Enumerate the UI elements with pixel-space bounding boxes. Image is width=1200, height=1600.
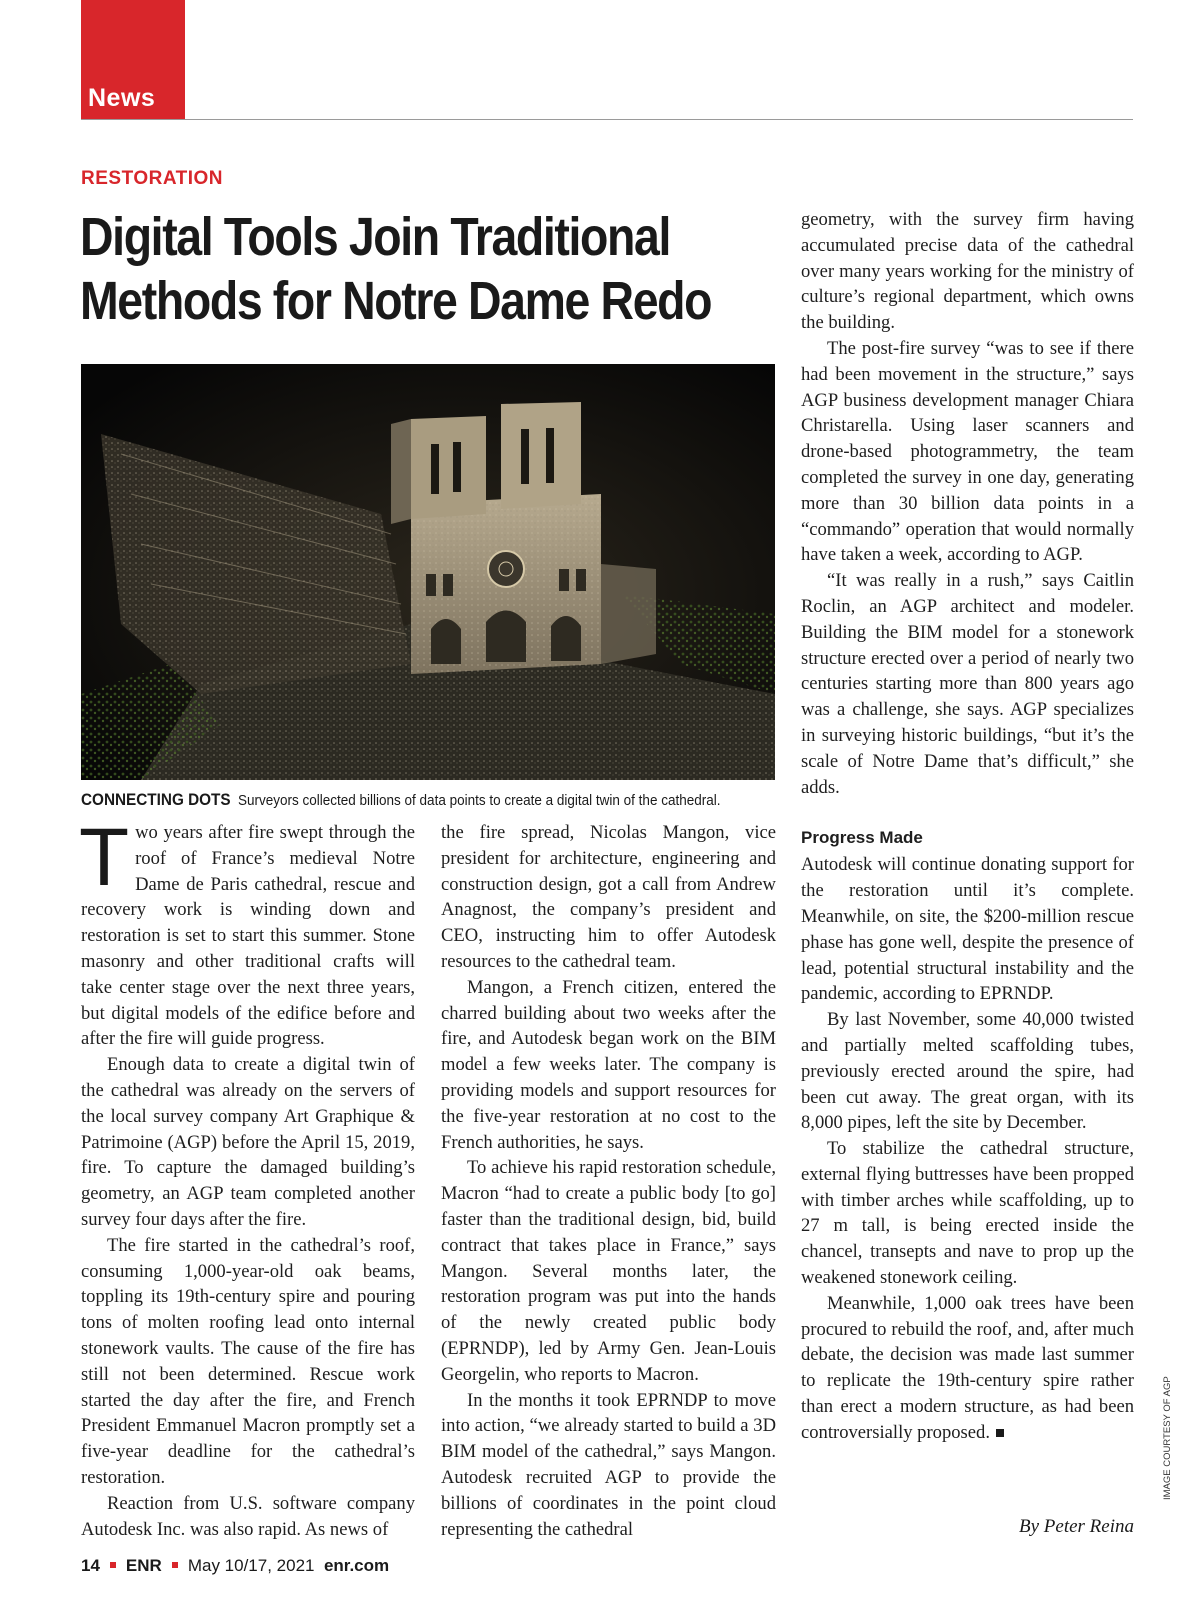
- paragraph: Reaction from U.S. software company Autodesk Inc. was also rapid. As news of: [81, 1492, 415, 1540]
- headline-line-2: Methods for Notre Dame Redo: [80, 271, 712, 331]
- bullet-square-icon: [172, 1562, 178, 1568]
- section-tab-label: News: [88, 84, 156, 112]
- caption-lead: CONNECTING DOTS: [81, 790, 231, 809]
- article-column-2: [441, 820, 776, 1542]
- kicker: RESTORATION: [81, 168, 224, 189]
- headline-line-1: Digital Tools Join Traditional: [80, 207, 671, 267]
- caption-text: Surveyors collected billions of data points to create a digital twin of the cathedral.: [237, 792, 721, 809]
- end-mark-icon: [996, 1429, 1004, 1437]
- header-divider: [81, 119, 1133, 120]
- section-tab: [81, 0, 185, 119]
- paragraph: The post-fire survey “was to see if there had been movement in the structure,” says AGP business development manager Chiara Christarella. Using laser scanners and drone-based photogrammetry, the team completed the survey in one day, generating more than 30 billion data points in a “commando” operation that would normally have taken a week, according to AGP.: [801, 337, 1134, 566]
- paragraph: The fire started in the cathedral’s roof, consuming 1,000-year-old oak beams, toppling its 19th-century spire and pouring tons of molten roofing lead onto internal stonework vaults. The cause of the fire has still not been determined. Rescue work started the day after the fire, and French President Emmanuel Macron promptly set a five-year deadline for the cathedral’s restoration.: [81, 1234, 415, 1488]
- paragraph: Mangon, a French citizen, entered the charred building about two weeks after the fire, and Autodesk began work on the BIM model a few weeks later. The company is providing models and support resources for the five-year restoration at no cost to the French authorities, he says.: [441, 976, 776, 1153]
- paragraph: Enough data to create a digital twin of the cathedral was already on the servers of the local survey company Art Graphique & Patrimoine (AGP) before the April 15, 2019, fire. To capture the damaged building’s geometry, an AGP team completed another survey four days after the fire.: [81, 1054, 415, 1230]
- drop-cap: T: [79, 812, 130, 903]
- issue-date: May 10/17, 2021: [187, 1556, 315, 1575]
- article-column-1: [79, 812, 415, 1542]
- paragraph: geometry, with the survey firm having accumulated precise data of the cathedral over many years working for the ministry of culture’s regional department, which owns the building.: [801, 209, 1134, 334]
- notre-dame-point-cloud-image: [81, 364, 775, 780]
- byline: By Peter Reina: [1018, 1516, 1134, 1537]
- image-credit: IMAGE COURTESY OF AGP: [1162, 1376, 1173, 1500]
- paragraph: To stabilize the cathedral structure, external flying buttresses have been propped with timber arches while scaffolding, up to 27 m tall, is being erected inside the chancel, transepts and nave to prop up the weakened stonework ceiling.: [801, 1138, 1134, 1289]
- paragraph: wo years after fire swept through the roof of France’s medieval Notre Dame de Paris cathedral, rescue and recovery work is winding down and restoration is set to start this summer. Stone masonry and other traditional crafts will take center stage over the next three years, but digital models of the edifice before and after the fire will guide progress.: [81, 822, 415, 1050]
- magazine-name: ENR: [125, 1556, 162, 1575]
- page-number: 14: [81, 1556, 100, 1575]
- paragraph: Autodesk will continue donating support for the restoration until it’s complete. Meanwhile, on site, the $200-million rescue phase has gone well, despite the presence of lead, potential structural instability and the pandemic, according to EPRNDP.: [801, 854, 1134, 1005]
- website-link[interactable]: enr.com: [323, 1556, 390, 1575]
- paragraph: To achieve his rapid restoration schedule, Macron “had to create a public body [to go] faster than the traditional design, bid, build contract that takes place in France,” says Mangon. Several months later, the restoration program was put into the hands of the newly created public body (EPRNDP), led by Army Gen. Jean-Louis Georgelin, who reports to Macron.: [441, 1157, 776, 1385]
- article-column-3: [801, 207, 1134, 1446]
- paragraph: By last November, some 40,000 twisted and partially melted scaffolding tubes, previously erected around the spire, had been cut away. The great organ, with its 8,000 pipes, left the site by December.: [801, 1009, 1134, 1134]
- paragraph-text: Meanwhile, 1,000 oak trees have been procured to rebuild the roof, and, after much debate, the decision was made last summer to replicate the 19th-century spire rather than erect a modern structure, as had been controversially proposed.: [801, 1292, 1134, 1443]
- page-footer: [81, 1556, 389, 1576]
- paragraph: the fire spread, Nicolas Mangon, vice president for architecture, engineering and construction design, got a call from Andrew Anagnost, the company’s president and CEO, instructing him to offer Autodesk resources to the cathedral team.: [441, 822, 776, 972]
- headline: [80, 205, 712, 333]
- bullet-square-icon: [110, 1562, 116, 1568]
- paragraph: “It was really in a rush,” says Caitlin Roclin, an AGP architect and modeler. Building the BIM model for a stonework structure erected over a period of nearly two centuries starting more than 800 years ago was a challenge, she says. AGP specializes in surveying historic buildings, “but it’s the scale of Notre Dame that’s difficult,” she adds.: [801, 570, 1134, 798]
- final-paragraph: [801, 1291, 1134, 1446]
- subhead: Progress Made: [801, 828, 923, 848]
- photo-caption: [81, 790, 721, 810]
- paragraph: In the months it took EPRNDP to move into action, “we already started to build a 3D BIM model of the cathedral,” says Mangon. Autodesk recruited AGP to provide the billions of coordinates in the point cloud representing the cathedral: [441, 1389, 776, 1540]
